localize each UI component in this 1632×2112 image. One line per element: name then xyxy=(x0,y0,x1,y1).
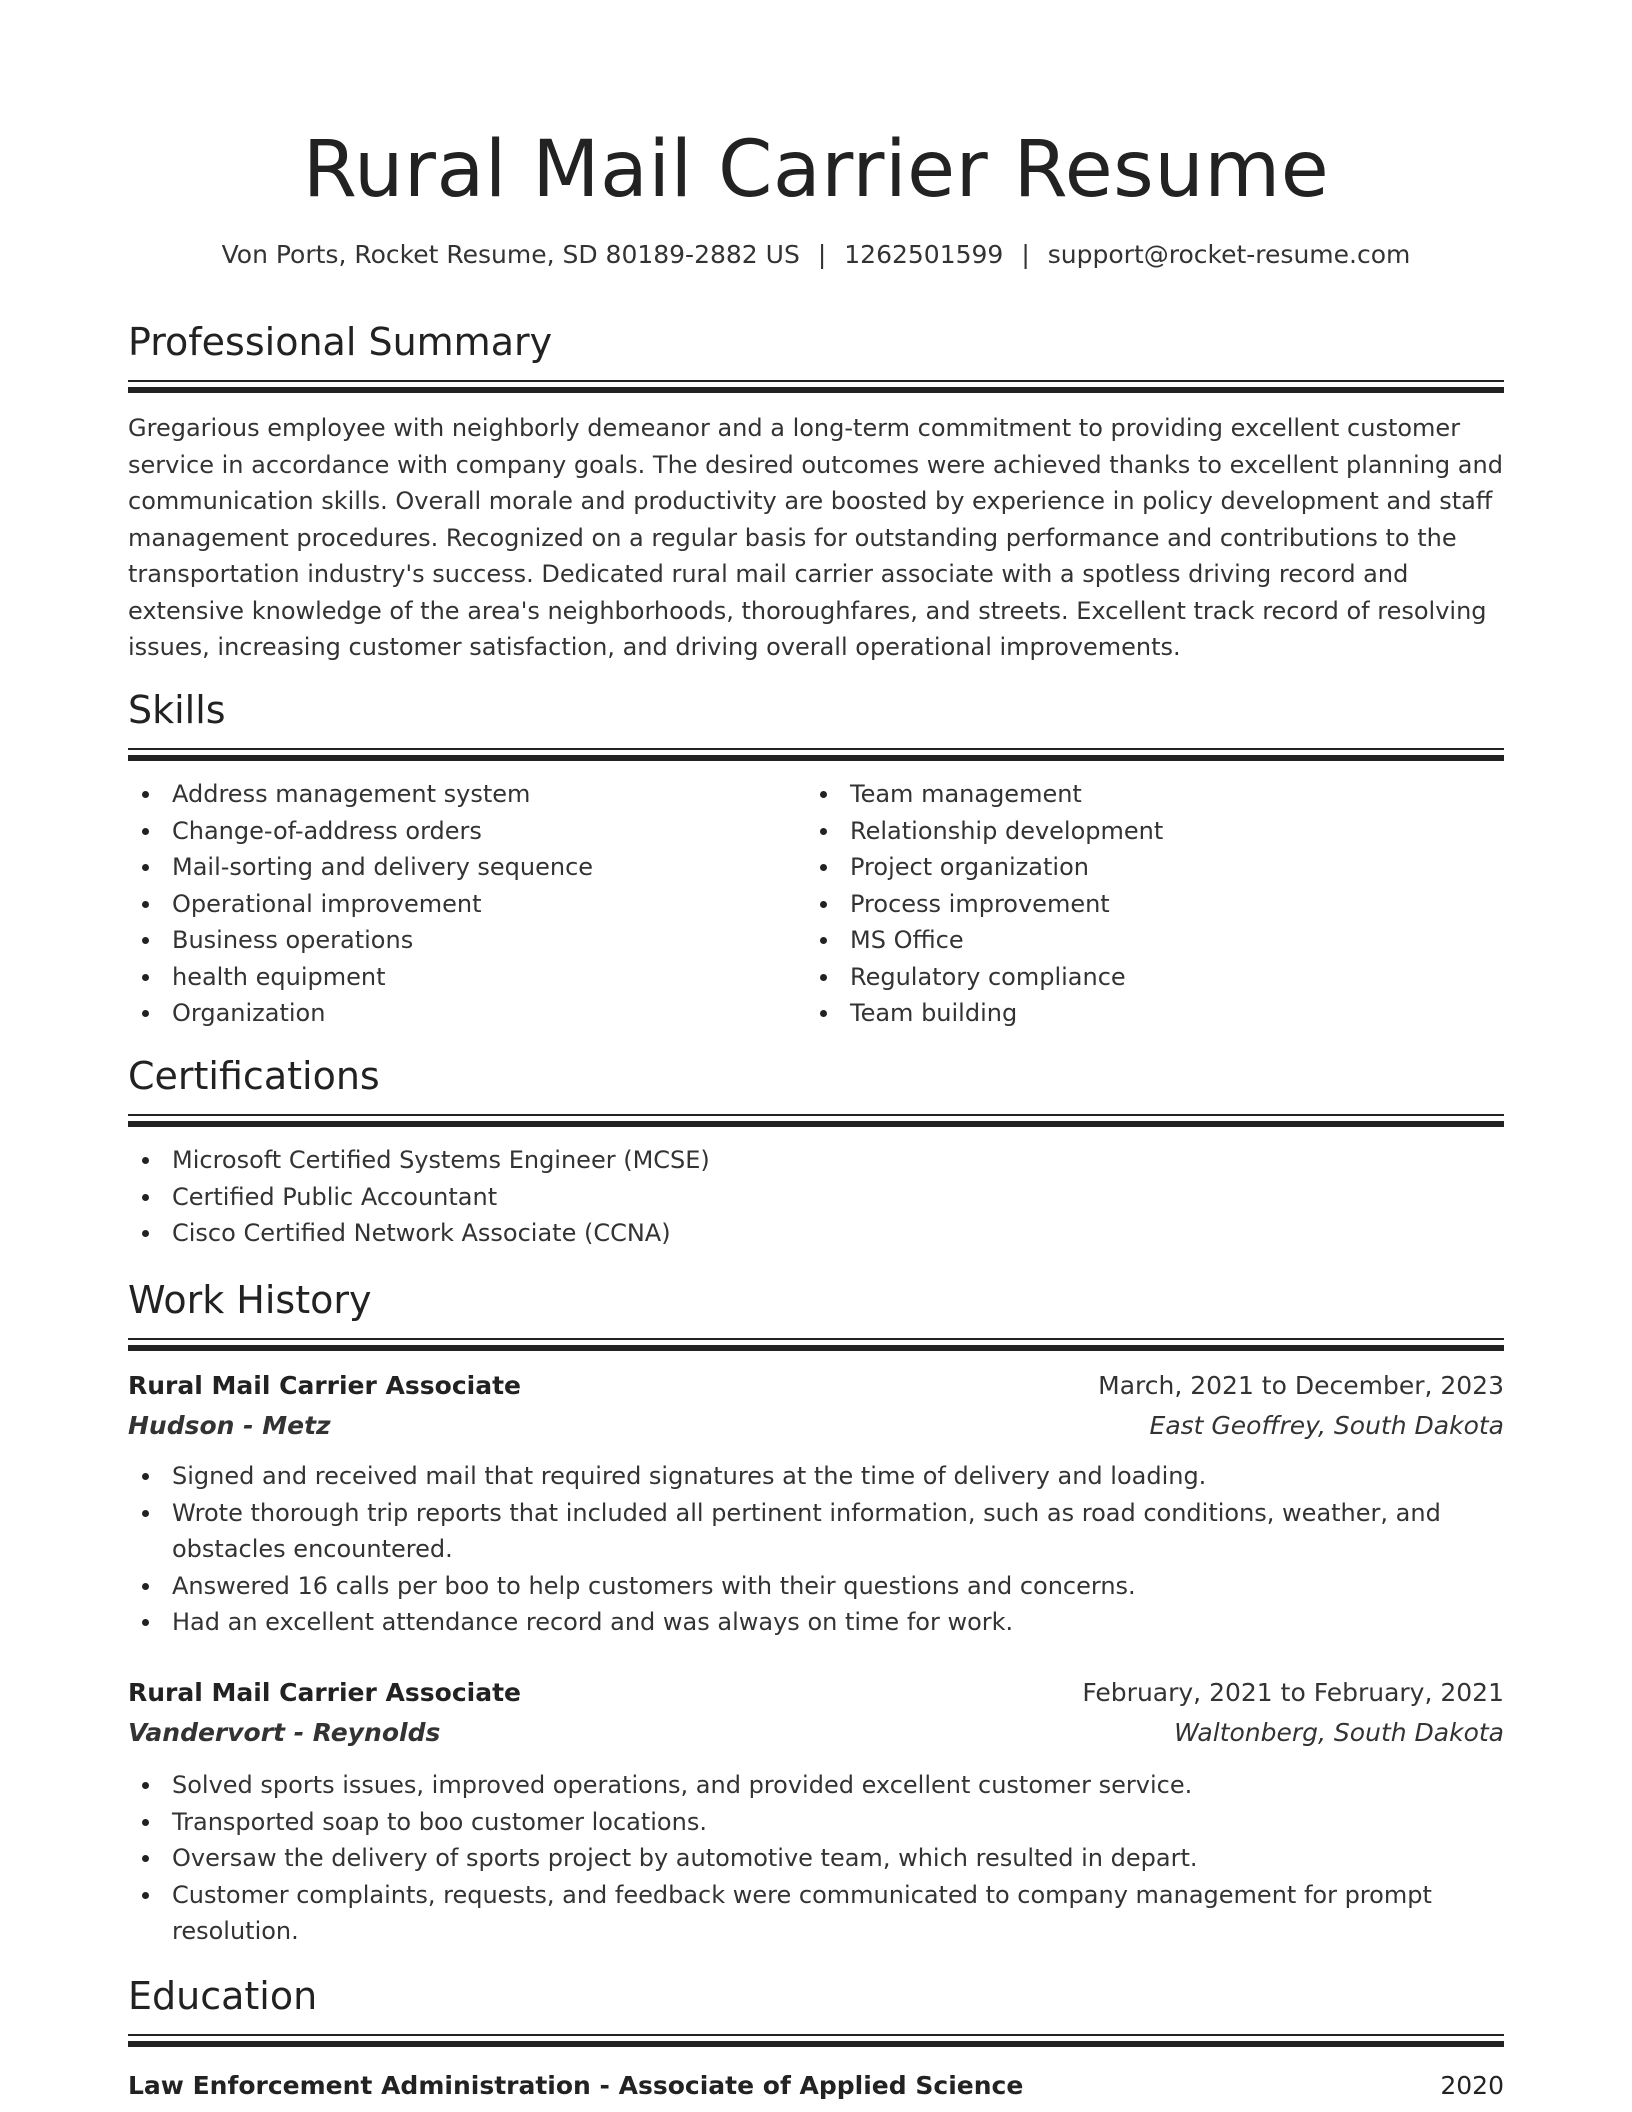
skills-grid xyxy=(128,776,1504,1032)
section-divider xyxy=(128,1114,1504,1128)
list-item: MS Office xyxy=(806,922,1484,959)
list-item: Transported soap to boo customer locations. xyxy=(128,1804,1504,1841)
list-item: Mail-sorting and delivery sequence xyxy=(128,849,806,886)
list-item: Cisco Certified Network Associate (CCNA) xyxy=(128,1215,1504,1252)
list-item: Had an excellent attendance record and was always on time for work. xyxy=(128,1604,1504,1641)
section-divider xyxy=(128,748,1504,762)
certifications-section xyxy=(128,1052,1504,1252)
contact-separator: | xyxy=(817,240,827,269)
education-entry xyxy=(128,2066,1504,2106)
job-entry xyxy=(128,1366,1504,1641)
resume-title: Rural Mail Carrier Resume xyxy=(302,125,1330,215)
contact-line xyxy=(128,238,1504,272)
section-divider xyxy=(128,1338,1504,1352)
contact-separator: | xyxy=(1021,240,1030,269)
job-dates: March, 2021 to December, 2023 xyxy=(1098,1371,1504,1400)
job-company: Vandervort - Reynolds xyxy=(128,1718,441,1747)
contact-address: Von Ports, Rocket Resume, SD 80189-2882 US xyxy=(221,240,800,269)
list-item: Change-of-address orders xyxy=(128,813,806,850)
list-item: Relationship development xyxy=(806,813,1484,850)
list-item: Oversaw the delivery of sports project by automotive team, which resulted in depart. xyxy=(128,1840,1504,1877)
list-item: Microsoft Certified Systems Engineer (MCSE) xyxy=(128,1142,1504,1179)
job-subheader xyxy=(128,1713,1504,1753)
job-entry xyxy=(128,1673,1504,1950)
skills-heading: Skills xyxy=(128,688,226,732)
list-item: Project organization xyxy=(806,849,1484,886)
education-heading: Education xyxy=(128,1974,318,2018)
job-location: East Geoffrey, South Dakota xyxy=(1149,1411,1504,1440)
certifications-heading: Certifications xyxy=(128,1054,380,1098)
section-divider xyxy=(128,380,1504,394)
job-location: Waltonberg, South Dakota xyxy=(1174,1718,1504,1747)
job-company: Hudson - Metz xyxy=(128,1411,331,1440)
certifications-list xyxy=(128,1142,1504,1252)
list-item: Regulatory compliance xyxy=(806,959,1484,996)
skills-list-right xyxy=(806,776,1484,1032)
list-item: Certified Public Accountant xyxy=(128,1179,1504,1216)
list-item: Solved sports issues, improved operations, and provided excellent customer service. xyxy=(128,1767,1504,1804)
list-item: Team management xyxy=(806,776,1484,813)
contact-email: support@rocket-resume.com xyxy=(1047,240,1411,269)
summary-section xyxy=(128,318,1504,666)
education-year: 2020 xyxy=(1440,2071,1504,2100)
skills-list-left xyxy=(128,776,806,1032)
education-degree: Law Enforcement Administration - Associate of Applied Science xyxy=(128,2071,1024,2100)
list-item: Answered 16 calls per boo to help customers with their questions and concerns. xyxy=(128,1568,1504,1605)
section-divider xyxy=(128,2034,1504,2048)
work-history-heading: Work History xyxy=(128,1278,372,1322)
job-title: Rural Mail Carrier Associate xyxy=(128,1678,521,1707)
summary-text: Gregarious employee with neighborly demeanor and a long-term commitment to providing excellent customer service in accordance with company goals. The desired outcomes were achieved thanks to excellent planning and communication skills. Overall morale and productivity are boosted by experience in policy development and staff management procedures. Recognized on a regular basis for outstanding performance and contributions to the transportation industry's success. Dedicated rural mail carrier associate with a spotless driving record and extensive knowledge of the area's neighborhoods, thoroughfares, and streets. Excellent track record of resolving issues, increasing customer satisfaction, and driving overall operational improvements. xyxy=(128,414,1503,661)
list-item: Organization xyxy=(128,995,806,1032)
list-item: Wrote thorough trip reports that included all pertinent information, such as road conditions, weather, and obstacles encountered. xyxy=(128,1495,1504,1568)
list-item: Operational improvement xyxy=(128,886,806,923)
list-item: Process improvement xyxy=(806,886,1484,923)
education-section xyxy=(128,1972,1504,2106)
job-header xyxy=(128,1673,1504,1713)
job-subheader xyxy=(128,1406,1504,1446)
list-item: Customer complaints, requests, and feedback were communicated to company management for prompt resolution. xyxy=(128,1877,1504,1950)
skills-section xyxy=(128,686,1504,1032)
summary-heading: Professional Summary xyxy=(128,320,553,364)
list-item: Business operations xyxy=(128,922,806,959)
work-history-section xyxy=(128,1276,1504,1352)
job-duties-list xyxy=(128,1767,1504,1950)
job-dates: February, 2021 to February, 2021 xyxy=(1082,1678,1504,1707)
job-header xyxy=(128,1366,1504,1406)
contact-phone: 1262501599 xyxy=(844,240,1004,269)
list-item: Signed and received mail that required signatures at the time of delivery and loading. xyxy=(128,1458,1504,1495)
list-item: Address management system xyxy=(128,776,806,813)
list-item: Team building xyxy=(806,995,1484,1032)
resume-page xyxy=(128,0,1504,2100)
list-item: health equipment xyxy=(128,959,806,996)
job-duties-list xyxy=(128,1458,1504,1641)
job-title: Rural Mail Carrier Associate xyxy=(128,1371,521,1400)
